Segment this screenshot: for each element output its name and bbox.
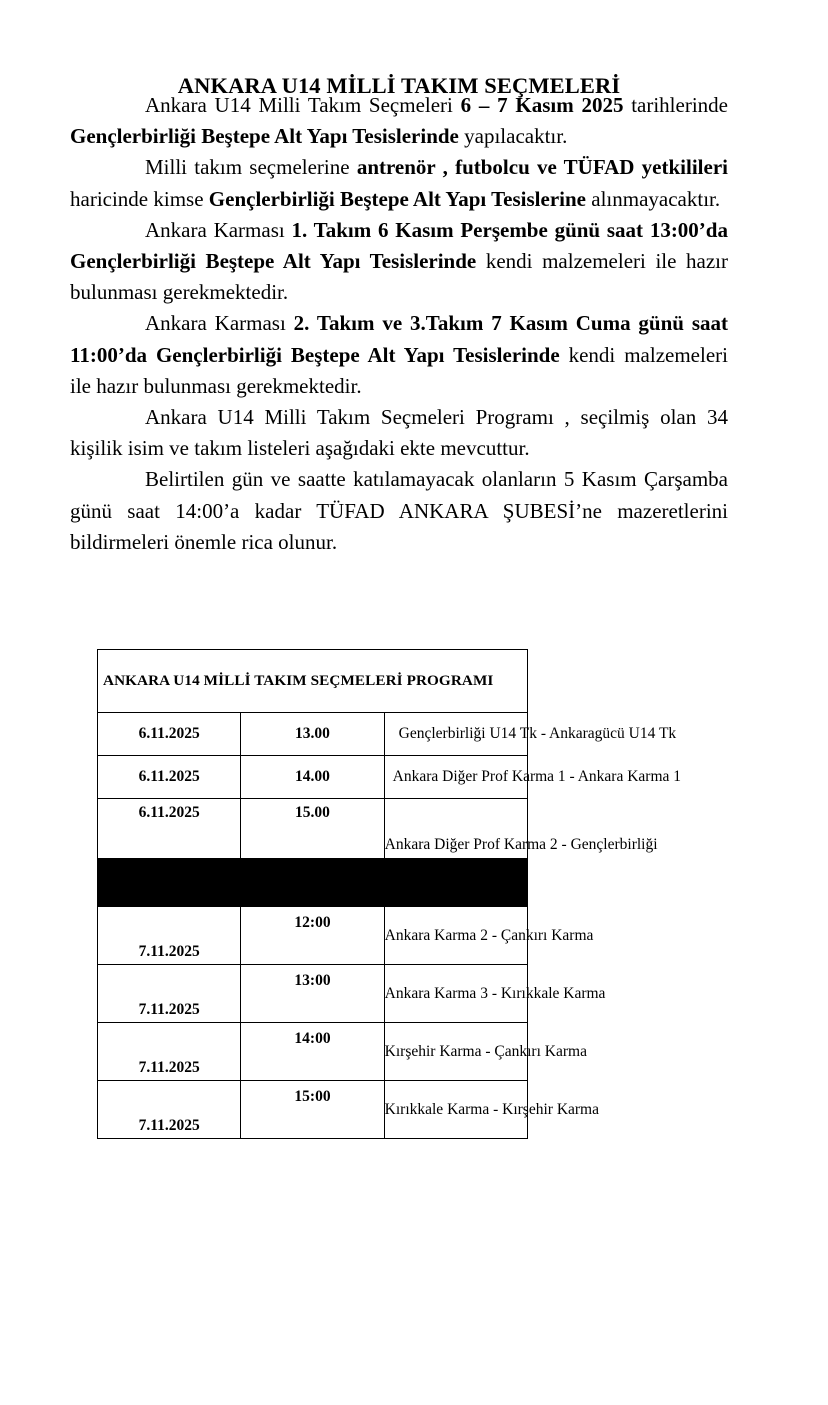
paragraph-1-run-3: tarihlerinde xyxy=(623,93,728,117)
paragraph-1 xyxy=(70,90,728,152)
cell-time: 15.00 xyxy=(241,799,384,859)
cell-time: 15:00 xyxy=(241,1081,384,1139)
cell-time: 13.00 xyxy=(241,713,384,756)
paragraph-6-run-1: Belirtilen gün ve saatte katılamayacak olanların 5 Kasım Çarşamba günü saat 14:00’a kadar TÜFAD ANKARA ŞUBESİ’ne mazeretlerini bildirmeleri önemle rica olunur. xyxy=(70,467,728,554)
paragraph-3 xyxy=(70,215,728,309)
table-row xyxy=(98,965,528,1023)
cell-time: 13:00 xyxy=(241,965,384,1023)
paragraph-5-run-1: Ankara U14 Milli Takım Seçmeleri Programı , seçilmiş olan 34 kişilik isim ve takım listeleri aşağıdaki ekte mevcuttur. xyxy=(70,405,728,461)
cell-time xyxy=(241,859,384,907)
paragraph-6 xyxy=(70,464,728,558)
table-row xyxy=(98,799,528,859)
table-row xyxy=(98,1023,528,1081)
table-row-redacted xyxy=(98,859,528,907)
cell-time: 14:00 xyxy=(241,1023,384,1081)
paragraph-4 xyxy=(70,308,728,402)
cell-date: 7.11.2025 xyxy=(98,907,241,965)
cell-match: Kırıkkale Karma - Kırşehir Karma xyxy=(384,1081,527,1139)
schedule-header-title: ANKARA U14 MİLLİ TAKIM SEÇMELERİ PROGRAMI xyxy=(98,650,528,713)
cell-match: Ankara Karma 2 - Çankırı Karma xyxy=(384,907,527,965)
cell-date: 6.11.2025 xyxy=(98,713,241,756)
cell-match: Gençlerbirliği U14 Tk - Ankaragücü U14 Tk xyxy=(384,713,527,756)
cell-match: Ankara Diğer Prof Karma 1 - Ankara Karma 1 xyxy=(384,756,527,799)
paragraph-3-run-3: kendi malzemeleri ile hazır bulunması gerekmektedir. xyxy=(70,249,728,305)
paragraph-4-run-1: Ankara Karması xyxy=(145,311,294,336)
paragraph-4-run-3: kendi malzemeleri ile hazır bulunması gerekmektedir. xyxy=(70,342,728,398)
table-row xyxy=(98,713,528,756)
cell-date xyxy=(98,859,241,907)
paragraph-3-run-1: Ankara Karması xyxy=(145,217,292,242)
paragraph-1-run-1: Ankara U14 Milli Takım Seçmeleri xyxy=(145,93,461,117)
schedule-table xyxy=(97,649,682,1139)
cell-date: 7.11.2025 xyxy=(98,1081,241,1139)
table-row xyxy=(98,756,528,799)
table-row xyxy=(98,1081,528,1139)
paragraph-1-run-5: yapılacaktır. xyxy=(458,124,568,149)
paragraph-2 xyxy=(70,152,728,214)
table-header-row xyxy=(98,650,528,713)
table-row xyxy=(98,907,528,965)
paragraph-4-run-2: 2. Takım ve 3.Takım 7 Kasım Cuma günü saat 11:00’da Gençlerbirliği Beştepe Alt Yapı Tesislerinde xyxy=(70,311,728,367)
cell-date: 7.11.2025 xyxy=(98,965,241,1023)
cell-match: Ankara Karma 3 - Kırıkkale Karma xyxy=(384,965,527,1023)
paragraph-2-run-2: antrenör , futbolcu ve TÜFAD yetkilileri xyxy=(356,155,728,180)
cell-match: Kırşehir Karma - Çankırı Karma xyxy=(384,1023,527,1081)
paragraph-2-run-5: alınmayacaktır. xyxy=(586,186,721,211)
cell-time: 12:00 xyxy=(241,907,384,965)
cell-date: 7.11.2025 xyxy=(98,1023,241,1081)
document-body xyxy=(70,90,728,558)
paragraph-3-run-2: 1. Takım 6 Kasım Perşembe günü saat 13:00’da Gençlerbirliği Beştepe Alt Yapı Tesislerinde xyxy=(70,217,728,274)
cell-match xyxy=(384,859,527,907)
paragraph-1-run-4: Gençlerbirliği Beştepe Alt Yapı Tesislerinde xyxy=(70,124,459,149)
paragraph-2-run-4: Gençlerbirliği Beştepe Alt Yapı Tesislerine xyxy=(208,186,586,211)
paragraph-2-run-1: Milli takım seçmelerine xyxy=(145,155,357,180)
paragraph-2-run-3: haricinde kimse xyxy=(70,186,209,211)
schedule-table-body xyxy=(98,650,682,1139)
cell-match: Ankara Diğer Prof Karma 2 - Gençlerbirliği xyxy=(384,799,527,859)
page-title: ANKARA U14 MİLLİ TAKIM SEÇMELERİ xyxy=(177,73,621,99)
cell-time: 14.00 xyxy=(241,756,384,799)
cell-date: 6.11.2025 xyxy=(98,799,241,859)
cell-date: 6.11.2025 xyxy=(98,756,241,799)
paragraph-5 xyxy=(70,402,728,464)
paragraph-1-run-2: 6 – 7 Kasım 2025 xyxy=(460,93,624,117)
